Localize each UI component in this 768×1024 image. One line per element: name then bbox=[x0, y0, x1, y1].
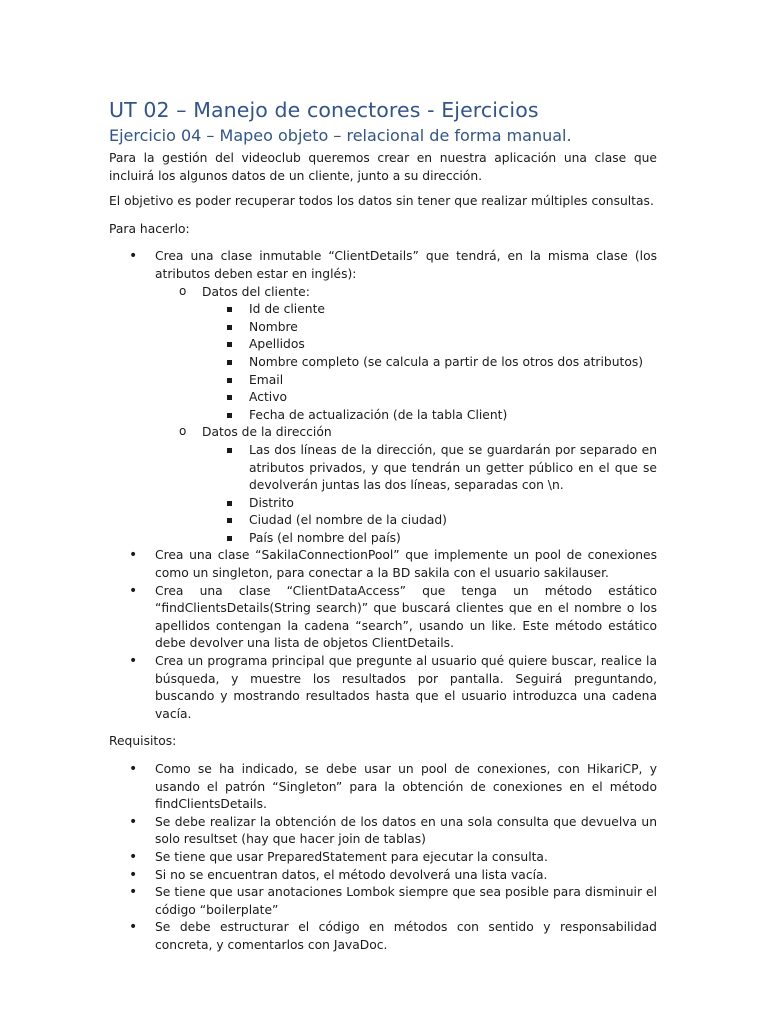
list-item: Nombre completo (se calcula a partir de los otros dos atributos) bbox=[202, 354, 657, 372]
list-item: • Si no se encuentran datos, el método devolverá una lista vacía. bbox=[109, 867, 657, 885]
list-item: Las dos líneas de la dirección, que se guardarán por separado en atributos privados, y que tendrán un getter público en el que se devolverán juntas las dos líneas, separadas con \n. bbox=[202, 442, 657, 495]
list-item: Nombre bbox=[202, 319, 657, 337]
document-title: UT 02 – Manejo de conectores - Ejercicios bbox=[109, 98, 539, 122]
document-page bbox=[109, 96, 657, 955]
client-data-group bbox=[155, 284, 657, 425]
list-item: Activo bbox=[202, 389, 657, 407]
list-item: Ciudad (el nombre de la ciudad) bbox=[202, 512, 657, 530]
client-attributes-list bbox=[202, 301, 657, 424]
how-label: Para hacerlo: bbox=[109, 221, 190, 236]
list-item: País (el nombre del país) bbox=[202, 530, 657, 548]
requirements-list bbox=[109, 761, 657, 955]
list-item: Email bbox=[202, 372, 657, 390]
list-item: Apellidos bbox=[202, 336, 657, 354]
task-list bbox=[109, 248, 657, 723]
client-data-label: o Datos del cliente: bbox=[202, 284, 310, 299]
list-item: Fecha de actualización (de la tabla Client) bbox=[202, 407, 657, 425]
task-item-client-details bbox=[109, 248, 657, 547]
list-item: Id de cliente bbox=[202, 301, 657, 319]
list-item: • Se tiene que usar PreparedStatement para ejecutar la consulta. bbox=[109, 849, 657, 867]
task-item-connection-pool: • Crea una clase “SakilaConnectionPool” que implemente un pool de conexiones como un singleton, para conectar a la BD sakila con el usuario sakilauser. bbox=[109, 547, 657, 582]
intro-paragraph: Para la gestión del videoclub queremos crear en nuestra aplicación una clase que incluirá los algunos datos de un cliente, junto a su dirección. bbox=[109, 151, 657, 183]
list-item: • Se debe realizar la obtención de los datos en una sola consulta que devuelva un solo resultset (hay que hacer join de tablas) bbox=[109, 814, 657, 849]
address-data-label: o Datos de la dirección bbox=[202, 425, 332, 440]
list-item: • Se tiene que usar anotaciones Lombok siempre que sea posible para disminuir el código “boilerplate” bbox=[109, 884, 657, 919]
client-details-sublist bbox=[155, 284, 657, 548]
list-item: • Como se ha indicado, se debe usar un pool de conexiones, con HikariCP, y usando el patrón “Singleton” para la obtención de conexiones en el método findClientsDetails. bbox=[109, 761, 657, 814]
exercise-subtitle: Ejercicio 04 – Mapeo objeto – relacional de forma manual. bbox=[109, 126, 572, 145]
task-1-text: Crea una clase inmutable “ClientDetails” que tendrá, en la misma clase (los atributos deben estar en inglés): bbox=[155, 249, 657, 281]
task-item-client-data-access: • Crea una clase “ClientDataAccess” que tenga un método estático “findClientsDetails(String search)” que buscará clientes que en el nombre o los apellidos contengan la cadena “search”, usando un like. Este método estático debe devolver una lista de objetos ClientDetails. bbox=[109, 583, 657, 653]
address-attributes-list bbox=[202, 442, 657, 548]
task-item-main-program: • Crea un programa principal que pregunte al usuario qué quiere buscar, realice la búsqueda, y muestre los resultados por pantalla. Seguirá preguntando, buscando y mostrando resultados hasta que el usuario introduzca una cadena vacía. bbox=[109, 653, 657, 723]
objective-paragraph: El objetivo es poder recuperar todos los datos sin tener que realizar múltiples consultas. bbox=[109, 194, 654, 209]
list-item: Distrito bbox=[202, 495, 657, 513]
requirements-label: Requisitos: bbox=[109, 734, 177, 749]
address-data-group bbox=[155, 424, 657, 547]
list-item: • Se debe estructurar el código en métodos con sentido y responsabilidad concreta, y comentarlos con JavaDoc. bbox=[109, 919, 657, 954]
